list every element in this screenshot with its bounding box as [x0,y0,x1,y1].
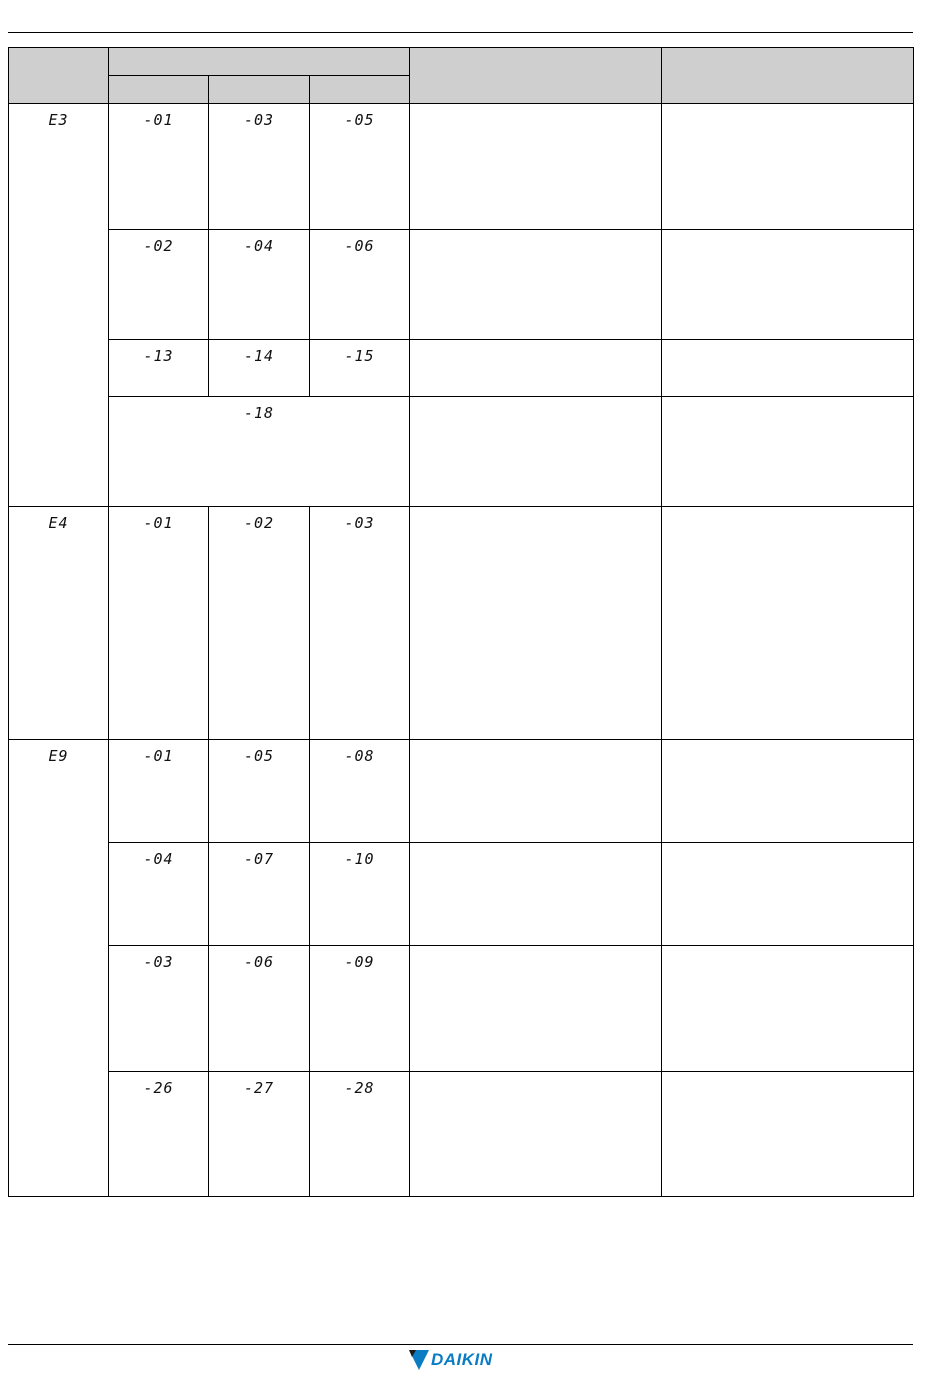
sub-code: -27 [243,1079,275,1097]
sub-code-cell [109,740,209,843]
sub-code: -14 [243,347,275,365]
sub-code-cell [209,507,310,740]
sub-code-cell [109,507,209,740]
sub-code-cell [109,104,209,230]
solution-cell [662,1072,914,1197]
sub-code: -06 [243,953,275,971]
sub-code: -01 [143,747,174,765]
sub-code-cell [310,1072,410,1197]
sub-code: -03 [243,111,275,129]
solution-cell [662,340,914,397]
table-row [9,104,914,230]
sub-code: -01 [143,111,174,129]
daikin-logo-icon [409,1349,431,1371]
header-sub-code-cell [109,48,410,76]
main-code-cell [9,740,109,1197]
table-row [9,230,914,340]
sub-code-cell [310,104,410,230]
sub-code: -02 [243,514,275,532]
table-row [9,740,914,843]
daikin-logo [409,1349,519,1371]
top-rule [8,32,913,33]
sub-code-cell [310,230,410,340]
sub-code: -08 [344,747,375,765]
cause-cell [410,104,662,230]
header-unit-3-cell [310,76,410,104]
header-main-code-cell [9,48,109,104]
sub-code: -04 [143,850,174,868]
sub-code-cell [209,946,310,1072]
sub-code: -03 [143,953,174,971]
sub-code-cell [209,740,310,843]
cause-cell [410,397,662,507]
main-code: E9 [48,747,69,765]
sub-code: -15 [344,347,375,365]
sub-code: -09 [344,953,375,971]
sub-code-cell [109,340,209,397]
sub-code-cell [310,843,410,946]
sub-code-cell [209,1072,310,1197]
sub-code: -13 [143,347,174,365]
sub-code-cell [310,740,410,843]
table-row [9,340,914,397]
sub-code-cell [109,946,209,1072]
cause-cell [410,740,662,843]
cause-cell [410,340,662,397]
solution-cell [662,507,914,740]
cause-cell [410,843,662,946]
table-header-row [9,48,914,76]
cause-cell [410,507,662,740]
sub-code-cell [209,230,310,340]
solution-cell [662,946,914,1072]
solution-cell [662,740,914,843]
sub-code-cell [109,397,410,507]
sub-code: -05 [344,111,375,129]
sub-code-cell [209,340,310,397]
solution-cell [662,230,914,340]
sub-code: -04 [243,237,275,255]
solution-cell [662,843,914,946]
header-unit-2-cell [209,76,310,104]
header-solution-cell [662,48,914,104]
sub-code-cell [310,340,410,397]
sub-code: -28 [344,1079,375,1097]
sub-code: -07 [243,850,275,868]
error-code-table [8,47,914,1197]
table-row [9,946,914,1072]
sub-code: -03 [344,514,375,532]
sub-code: -18 [243,404,275,422]
main-code-cell [9,104,109,507]
sub-code: -01 [143,514,174,532]
sub-code: -10 [344,850,375,868]
solution-cell [662,104,914,230]
main-code: E3 [48,111,69,129]
header-cause-cell [410,48,662,104]
table-row [9,843,914,946]
sub-code: -26 [143,1079,174,1097]
sub-code-cell [109,1072,209,1197]
sub-code-cell [209,843,310,946]
table-row [9,507,914,740]
sub-code: -06 [344,237,375,255]
sub-code-cell [310,507,410,740]
cause-cell [410,946,662,1072]
sub-code-cell [109,843,209,946]
footer-rule [8,1344,913,1345]
table-row [9,1072,914,1197]
main-code-cell [9,507,109,740]
sub-code-cell [310,946,410,1072]
table-row [9,397,914,507]
solution-cell [662,397,914,507]
brand-name: DAIKIN [431,1350,493,1369]
cause-cell [410,1072,662,1197]
main-code: E4 [48,514,69,532]
header-unit-1-cell [109,76,209,104]
sub-code: -02 [143,237,174,255]
sub-code: -05 [243,747,275,765]
cause-cell [410,230,662,340]
sub-code-cell [109,230,209,340]
sub-code-cell [209,104,310,230]
